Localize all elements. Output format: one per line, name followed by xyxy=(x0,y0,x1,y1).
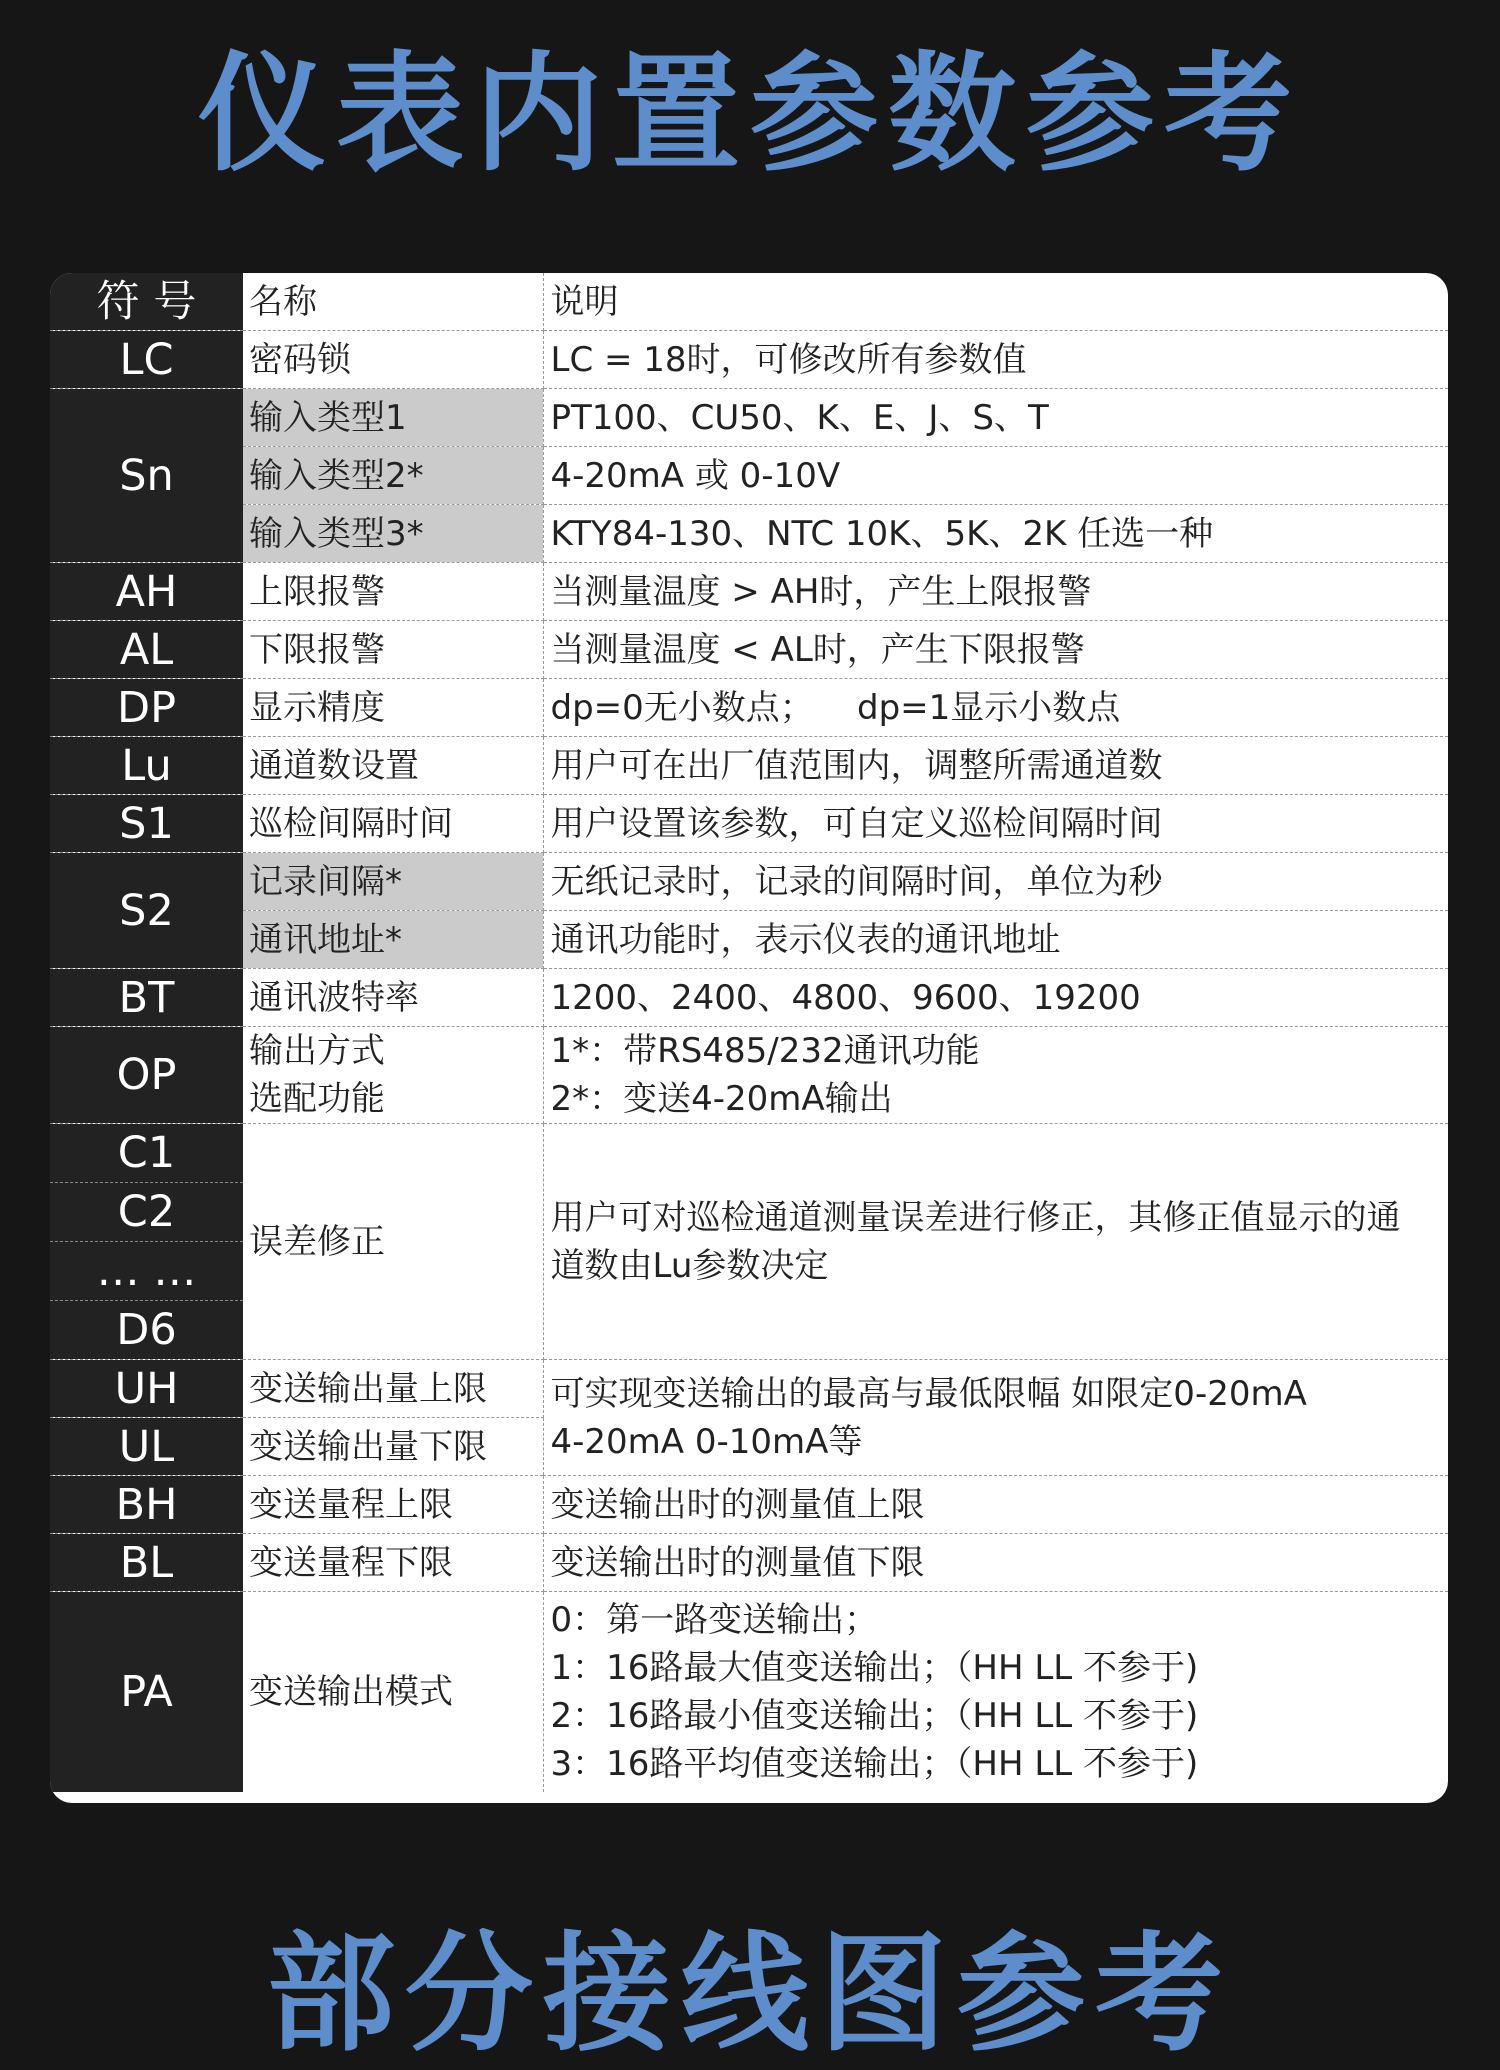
param-name: 变送输出量上限 xyxy=(243,1360,543,1418)
param-name: 下限报警 xyxy=(243,621,543,679)
param-description-line: 可实现变送输出的最高与最低限幅 如限定0-20mA xyxy=(550,1373,1307,1414)
param-name-line: 选配功能 xyxy=(249,1079,385,1119)
param-name: 变送输出模式 xyxy=(243,1592,543,1793)
param-symbol: LC xyxy=(50,331,243,389)
param-description-line: 0：第一路变送输出； xyxy=(550,1600,879,1640)
param-description: 变送输出时的测量值上限 xyxy=(543,1476,1448,1534)
table-header-row xyxy=(50,273,1448,331)
param-description: 通讯功能时，表示仪表的通讯地址 xyxy=(543,911,1448,969)
param-name: 上限报警 xyxy=(243,563,543,621)
table-row xyxy=(50,563,1448,621)
param-symbol: UH xyxy=(50,1360,243,1418)
param-description: 无纸记录时，记录的间隔时间，单位为秒 xyxy=(543,853,1448,911)
param-description xyxy=(543,1360,1448,1476)
table-row xyxy=(50,389,1448,447)
param-name: 密码锁 xyxy=(243,331,543,389)
table-row xyxy=(50,505,1448,563)
param-name: 通道数设置 xyxy=(243,737,543,795)
table-row xyxy=(50,1360,1448,1418)
param-symbol: PA xyxy=(50,1592,243,1793)
param-description: 当测量温度 > AH时，产生上限报警 xyxy=(543,563,1448,621)
param-name: 输入类型1 xyxy=(243,389,543,447)
param-name: 输入类型2* xyxy=(243,447,543,505)
param-symbol: BH xyxy=(50,1476,243,1534)
param-name: 变送量程下限 xyxy=(243,1534,543,1592)
param-description-line: 2：16路最小值变送输出；（HH LL 不参于) xyxy=(550,1696,1199,1736)
param-description-line: 4-20mA 0-10mA等 xyxy=(550,1421,863,1462)
param-description: KTY84-130、NTC 10K、5K、2K 任选一种 xyxy=(543,505,1448,563)
param-symbol: … … xyxy=(50,1242,243,1301)
param-description xyxy=(543,1027,1448,1124)
param-description: PT100、CU50、K、E、J、S、T xyxy=(543,389,1448,447)
param-name: 通讯波特率 xyxy=(243,969,543,1027)
param-name xyxy=(243,1027,543,1124)
param-symbol-group xyxy=(50,1124,243,1360)
table-row xyxy=(50,795,1448,853)
param-description: 1200、2400、4800、9600、19200 xyxy=(543,969,1448,1027)
param-symbol: BL xyxy=(50,1534,243,1592)
param-symbol: AL xyxy=(50,621,243,679)
param-symbol: S1 xyxy=(50,795,243,853)
table-row xyxy=(50,331,1448,389)
table-row xyxy=(50,621,1448,679)
param-symbol: C1 xyxy=(50,1124,243,1183)
param-description: 用户设置该参数，可自定义巡检间隔时间 xyxy=(543,795,1448,853)
param-description: 用户可对巡检通道测量误差进行修正，其修正值显示的通道数由Lu参数决定 xyxy=(543,1124,1448,1360)
param-description-line: 3：16路平均值变送输出；（HH LL 不参于) xyxy=(550,1744,1199,1784)
table-row xyxy=(50,1592,1448,1793)
table-row xyxy=(50,1124,1448,1360)
param-description: dp=0无小数点； dp=1显示小数点 xyxy=(543,679,1448,737)
header-name: 名称 xyxy=(243,273,543,331)
header-symbol: 符 号 xyxy=(50,273,243,331)
param-symbol: D6 xyxy=(116,1305,177,1355)
param-description-line: 2*：变送4-20mA输出 xyxy=(550,1079,893,1119)
param-name: 变送量程上限 xyxy=(243,1476,543,1534)
param-description: LC = 18时，可修改所有参数值 xyxy=(543,331,1448,389)
param-name: 巡检间隔时间 xyxy=(243,795,543,853)
param-description: 变送输出时的测量值下限 xyxy=(543,1534,1448,1592)
param-symbol: BT xyxy=(50,969,243,1027)
param-description: 用户可在出厂值范围内，调整所需通道数 xyxy=(543,737,1448,795)
param-symbol: Lu xyxy=(50,737,243,795)
table-row xyxy=(50,737,1448,795)
param-symbol: C2 xyxy=(50,1183,243,1242)
param-name: 通讯地址* xyxy=(243,911,543,969)
table-row xyxy=(50,853,1448,911)
table-row xyxy=(50,1027,1448,1124)
param-description: 4-20mA 或 0-10V xyxy=(543,447,1448,505)
table-row xyxy=(50,1534,1448,1592)
param-name: 记录间隔* xyxy=(243,853,543,911)
table-row xyxy=(50,447,1448,505)
page-title: 仪表内置参数参考 xyxy=(197,40,1302,189)
param-description xyxy=(543,1592,1448,1793)
param-description-line: 1*：带RS485/232通讯功能 xyxy=(550,1031,980,1071)
param-symbol: DP xyxy=(50,679,243,737)
param-symbol: UL xyxy=(50,1418,243,1476)
table-row xyxy=(50,911,1448,969)
table-row xyxy=(50,969,1448,1027)
param-name-line: 输出方式 xyxy=(249,1031,385,1071)
table-row xyxy=(50,679,1448,737)
table-row xyxy=(50,1476,1448,1534)
param-name: 变送输出量下限 xyxy=(243,1418,543,1476)
param-name: 显示精度 xyxy=(243,679,543,737)
param-description-line: 1：16路最大值变送输出；（HH LL 不参于) xyxy=(550,1648,1199,1688)
next-section-title: 部分接线图参考 xyxy=(266,1920,1233,2069)
param-name: 误差修正 xyxy=(243,1124,543,1360)
param-symbol: AH xyxy=(50,563,243,621)
parameter-table xyxy=(50,273,1448,1803)
param-name: 输入类型3* xyxy=(243,505,543,563)
param-symbol: OP xyxy=(50,1027,243,1124)
param-description: 当测量温度 < AL时，产生下限报警 xyxy=(543,621,1448,679)
header-description: 说明 xyxy=(543,273,1448,331)
param-symbol: Sn xyxy=(50,389,243,563)
param-symbol: S2 xyxy=(50,853,243,969)
